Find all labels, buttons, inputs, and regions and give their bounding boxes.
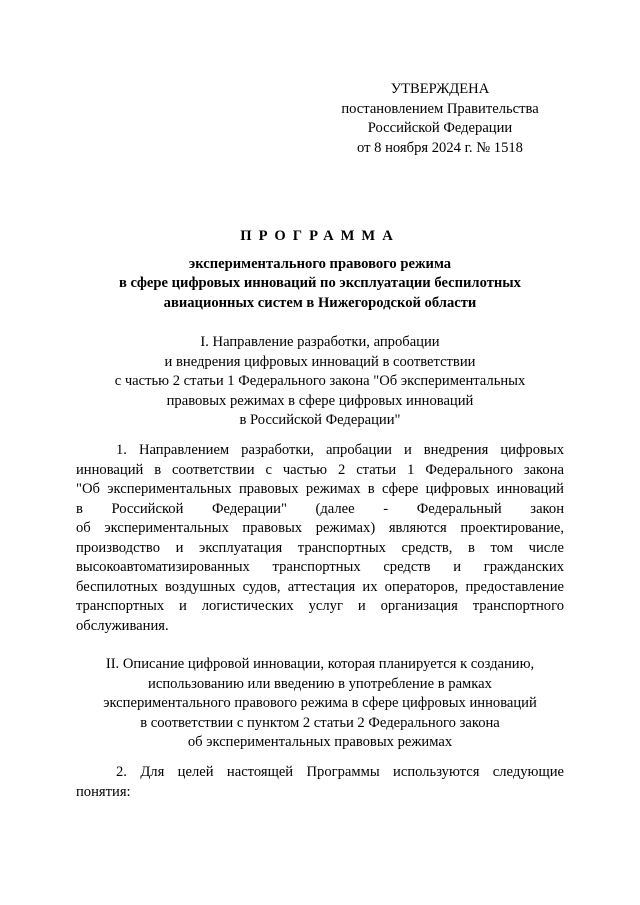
paragraph-line: инноваций в соответствии с частью 2 статьи 1 Федерального закона [76,461,564,478]
paragraph-line: 1. Направлением разработки, апробации и внедрения цифровых [116,442,564,458]
paragraph-line: понятия: [76,783,131,800]
approval-status: УТВЕРЖДЕНА [390,81,490,97]
title-line: в сфере цифровых инноваций по эксплуатации беспилотных [119,275,521,291]
title-line: авиационных систем в Нижегородской области [163,294,477,311]
section-1-heading [70,333,570,431]
paragraph-line: "Об экспериментальных правовых режимах в сфере цифровых инноваций [76,481,564,497]
paragraph-line: беспилотных воздушных судов, аттестация их операторов, предоставление [76,578,564,595]
section-heading-line: и внедрения цифровых инноваций в соответствии [164,353,476,370]
paragraph-line: 2. Для целей настоящей Программы используются следующие [116,764,564,780]
approval-line: постановлением Правительства [341,100,539,117]
section-heading-line: с частью 2 статьи 1 Федерального закона "Об экспериментальных [114,373,526,389]
approval-date: от 8 ноября 2024 г. № 1518 [357,139,523,156]
approval-block [340,80,540,158]
section-heading-line: в соответствии с пунктом 2 статьи 2 Федерального закона [140,714,500,731]
paragraph-line: транспортных и логистических услуг и организация транспортного [76,598,564,614]
section-heading-line: использованию или введению в употребление в рамках [148,675,492,692]
document-title [80,227,560,313]
section-heading-line: об экспериментальных правовых режимах [187,734,453,750]
paragraph-line: обслуживания. [76,617,169,634]
title-heading: ПРОГРАММА [240,228,400,244]
section-2-heading [70,655,570,753]
paragraph-line: производство и эксплуатация транспортных средств, в том числе [76,539,564,556]
paragraph-line: высокоавтоматизированных транспортных средств и гражданских [76,559,564,575]
section-heading-line: I. Направление разработки, апробации [200,334,440,350]
paragraph-2 [76,763,564,802]
paragraph-1 [76,441,564,636]
section-heading-line: правовых режимах в сфере цифровых инноваций [166,392,474,409]
title-line: экспериментального правового режима [188,255,452,272]
section-heading-line: экспериментального правового режима в сфере цифровых инноваций [103,695,537,711]
section-heading-line: II. Описание цифровой инновации, которая планируется к созданию, [105,656,535,672]
paragraph-line: в Российской Федерации" (далее - Федеральный закон [76,500,564,517]
section-heading-line: в Российской Федерации" [239,412,401,428]
approval-line: Российской Федерации [367,120,513,136]
paragraph-line: об экспериментальных правовых режимах) являются проектирование, [76,520,564,536]
